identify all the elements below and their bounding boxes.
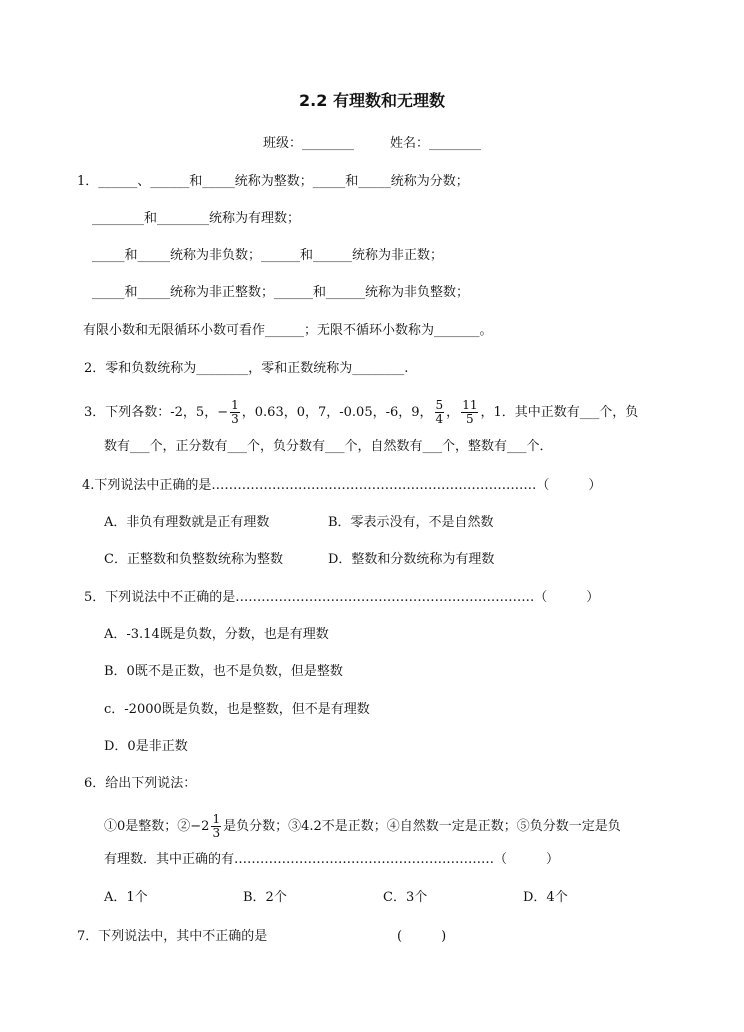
q3-fraction-3: [461, 399, 478, 426]
q3-f1-num: 1: [231, 398, 239, 412]
q1-line2: ________和________统称为有理数；: [92, 211, 301, 226]
q6-pre: ①0是整数；②: [104, 819, 191, 834]
q5-stem: 5．下列说法中不正确的是……………………………………………………………（ ）: [84, 590, 600, 605]
q7-paren: ( ): [397, 929, 447, 944]
q3-mid: ，0.63，0，7，-0.05，-6，9，: [241, 405, 433, 420]
q6-f-num: 1: [212, 812, 221, 826]
q3-neg: −: [217, 405, 229, 420]
q6-stem: 6．给出下列说法：: [84, 776, 197, 791]
q6-fraction: [211, 813, 221, 840]
q4-stem: 4.下列说法中正确的是…………………………………………………………………（ ）: [82, 478, 602, 493]
q3-line2: 数有___个，正分数有___个，负分数有___个，自然数有___个，整数有___个．: [104, 439, 553, 454]
q3-line1: [84, 398, 638, 428]
q5-option-b: B．0既不是正数，也不是负数，但是整数: [104, 664, 343, 679]
name-field: 姓名：________: [390, 136, 482, 151]
q3-fraction-1: [230, 399, 240, 426]
q3-f1-den: 3: [231, 412, 239, 426]
q4-option-a: A．非负有理数就是正有理数: [104, 515, 270, 530]
q4-option-d: D．整数和分数统称为有理数: [328, 552, 495, 567]
q3-fraction-2: [435, 399, 445, 426]
q4-option-b: B．零表示没有，不是自然数: [328, 515, 494, 530]
q6-mixed-whole: −2: [190, 819, 210, 834]
q5-option-d: D．0是非正数: [104, 739, 188, 754]
q3-post: ，1．其中正数有___个，负: [480, 405, 639, 420]
q4-option-c: C．正整数和负整数统称为整数: [104, 552, 283, 567]
q1-line5: 有限小数和无限循环小数可看作______；无限不循环小数称为_______。: [83, 323, 493, 338]
q6-option-a: A．1个: [104, 890, 148, 905]
q6-option-c: C．3个: [383, 890, 428, 905]
q3-sep: ，: [446, 405, 460, 420]
q1-line1: 1．______、______和_____统称为整数；_____和_____统称为分数；: [77, 174, 469, 189]
q3-f3-num: 11: [462, 398, 478, 412]
q3-f2-num: 5: [435, 398, 444, 412]
q3-f3-den: 5: [466, 412, 474, 426]
q6-option-d: D．4个: [523, 890, 568, 905]
q3-f2-den: 4: [435, 412, 444, 426]
q6-post: 是负分数；③4.2不是正数；④自然数一定是正数；⑤负分数一定是负: [223, 819, 621, 834]
q6-option-b: B．2个: [243, 890, 287, 905]
q3-pre: 3．下列各数：-2，5，: [84, 405, 218, 420]
q5-option-c: c．-2000既是负数，也是整数，但不是有理数: [104, 702, 370, 717]
q5-option-a: A．-3.14既是负数，分数，也是有理数: [104, 627, 329, 642]
q6-f-den: 3: [212, 826, 221, 840]
class-field: 班级：________: [263, 136, 355, 151]
page-title: 2.2 有理数和无理数: [299, 91, 445, 110]
q6-line2: 有理数．其中正确的有……………………………………………………（ ）: [104, 852, 560, 867]
q6-line1: [104, 812, 621, 842]
q7-stem: 7．下列说法中，其中不正确的是: [77, 929, 268, 944]
q2-text: 2．零和负数统称为________，零和正数统称为________.: [84, 361, 409, 376]
q1-line4: _____和_____统称为非正整数；______和______统称为非负整数；: [92, 285, 470, 300]
q1-line3: _____和_____统称为非负数；______和______统称为非正数；: [92, 248, 444, 263]
